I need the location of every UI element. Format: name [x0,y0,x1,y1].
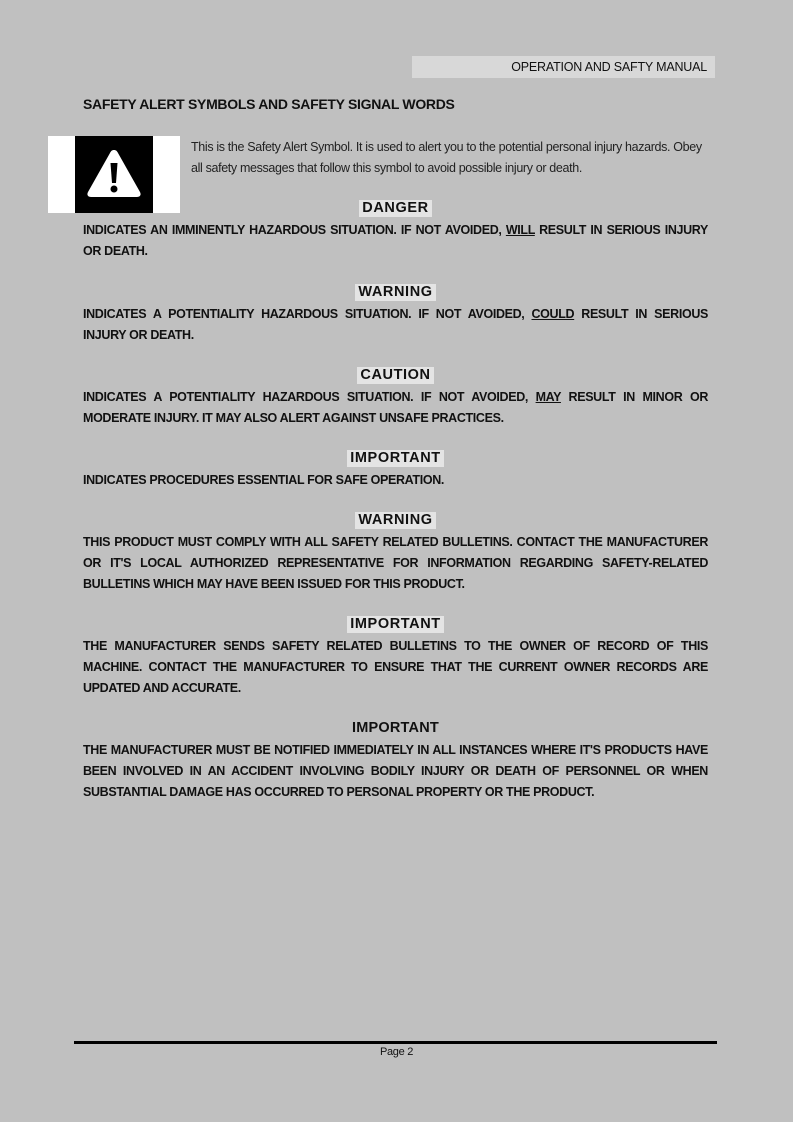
warning-triangle-icon [85,147,143,199]
owner-records-important [83,615,708,699]
signal-word-description: INDICATES A POTENTIALITY HAZARDOUS SITUATION. IF NOT AVOIDED, COULD RESULT IN SERIOUS INJURY OR DEATH. [83,307,708,342]
signal-word-description: INDICATES A POTENTIALITY HAZARDOUS SITUATION. IF NOT AVOIDED, MAY RESULT IN MINOR OR MODERATE INJURY. IT MAY ALSO ALERT AGAINST UNSAFE PRACTICES. [83,390,708,425]
emphasis-word: COULD [531,307,575,321]
signal-word-heading: IMPORTANT [347,616,444,633]
owner-records-notice: THE MANUFACTURER SENDS SAFETY RELATED BULLETINS TO THE OWNER OF RECORD OF THIS MACHINE. CONTACT THE MANUFACTURER TO ENSURE THAT THE CURRENT OWNER RECORDS ARE UPDATED AND ACCURATE. [83,639,708,695]
signal-word-heading: DANGER [359,200,431,217]
signal-word-danger [83,199,708,262]
signal-word-heading: IMPORTANT [347,450,444,467]
signal-word-important [83,449,708,491]
emphasis-word: MAY [535,390,561,404]
signal-word-heading: CAUTION [357,367,433,384]
signal-word-warning [83,283,708,346]
page-number: Page 2 [379,1046,414,1058]
signal-word-description: INDICATES PROCEDURES ESSENTIAL FOR SAFE OPERATION. [83,473,445,487]
signal-word-heading: WARNING [355,284,435,301]
accident-notification-important [83,719,708,803]
signal-word-description: INDICATES AN IMMINENTLY HAZARDOUS SITUATION. IF NOT AVOIDED, WILL RESULT IN SERIOUS INJURY OR DEATH. [83,223,708,258]
accident-notification-notice: THE MANUFACTURER MUST BE NOTIFIED IMMEDIATELY IN ALL INSTANCES WHERE IT'S PRODUCTS HAVE BEEN INVOLVED IN AN ACCIDENT INVOLVING BODILY INJURY OR DEATH OF PERSONNEL OR WHEN SUBSTANTIAL DAMAGE HAS OCCURRED TO PERSONAL PROPERTY OR THE PRODUCT. [83,743,708,799]
emphasis-word: WILL [505,223,535,237]
safety-bulletins-notice: THIS PRODUCT MUST COMPLY WITH ALL SAFETY RELATED BULLETINS. CONTACT THE MANUFACTURER OR IT'S LOCAL AUTHORIZED REPRESENTATIVE FOR INFORMATION REGARDING SAFETY-RELATED BULLETINS WHICH MAY HAVE BEEN ISSUED FOR THIS PRODUCT. [83,535,708,591]
page-title: SAFETY ALERT SYMBOLS AND SAFETY SIGNAL WORDS [83,96,455,112]
safety-alert-description: This is the Safety Alert Symbol. It is used to alert you to the potential personal injury hazards. Obey all safety messages that follow this symbol to avoid possible injury or death. [191,140,702,175]
safety-bulletins-warning [83,511,708,595]
signal-word-heading: WARNING [355,512,435,529]
signal-word-caution [83,366,708,429]
manual-title-banner [412,56,715,78]
signal-word-heading: IMPORTANT [352,720,439,736]
manual-title: OPERATION AND SAFTY MANUAL [511,60,707,74]
footer-divider [74,1041,717,1044]
